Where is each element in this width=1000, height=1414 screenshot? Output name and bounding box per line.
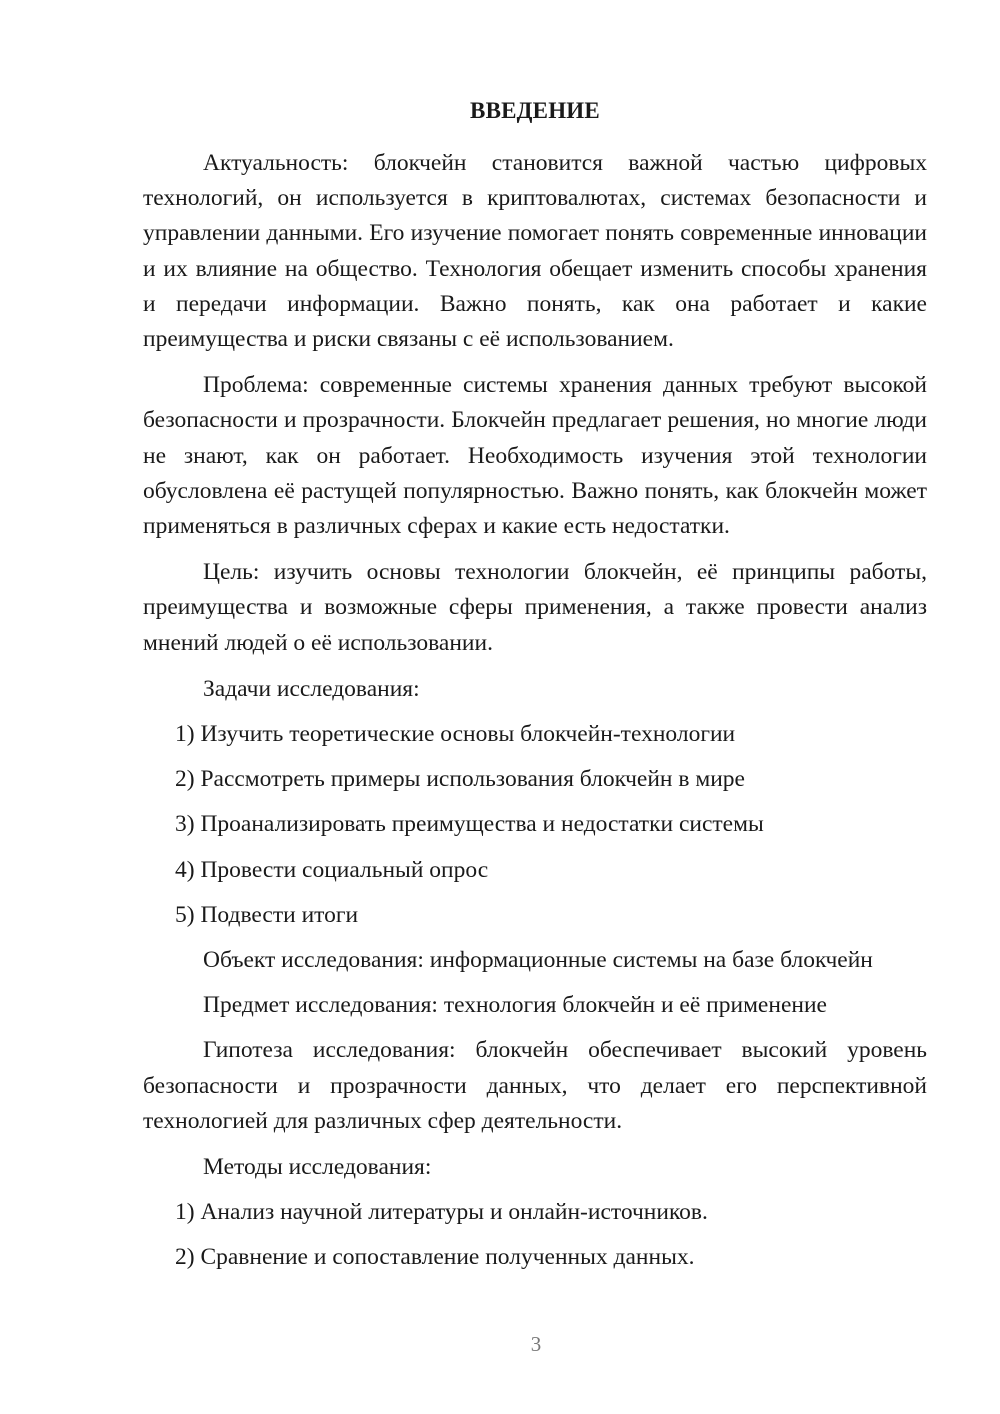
task-item: 4) Провести социальный опрос [175, 856, 489, 883]
task-item: 3) Проанализировать преимущества и недостатки системы [175, 811, 764, 838]
method-item: 2) Сравнение и сопоставление полученных данных. [175, 1244, 695, 1271]
relevance-paragraph: Актуальность: блокчейн становится важной частью цифровых технологий, он используется в криптовалютах, системах безопасности и управлении данными. Его изучение помогает понять современные инновации и их влияние на общество. Технология обещает изменить способы хранения и передачи информации. Важно понять, как она работает и какие преимущества и риски связаны с её использованием. [143, 150, 927, 353]
methods-heading: Методы исследования: [203, 1154, 432, 1181]
goal-paragraph: Цель: изучить основы технологии блокчейн, её принципы работы, преимущества и возможные сферы применения, а также провести анализ мнений людей о её использовании. [143, 559, 927, 656]
task-item: 1) Изучить теоретические основы блокчейн-технологии [175, 721, 736, 748]
task-item: 5) Подвести итоги [175, 901, 359, 928]
object-line: Объект исследования: информационные системы на базе блокчейн [203, 947, 873, 974]
subject-line: Предмет исследования: технология блокчейн и её применение [203, 992, 827, 1019]
tasks-heading: Задачи исследования: [203, 675, 420, 702]
section-heading: ВВЕДЕНИЕ [470, 98, 600, 123]
method-item: 1) Анализ научной литературы и онлайн-источников. [175, 1199, 708, 1226]
hypothesis-paragraph: Гипотеза исследования: блокчейн обеспечивает высокий уровень безопасности и прозрачности данных, что делает его перспективной технологией для различных сфер деятельности. [143, 1037, 927, 1134]
problem-paragraph: Проблема: современные системы хранения данных требуют высокой безопасности и прозрачности. Блокчейн предлагает решения, но многие люди не знают, как он работает. Необходимость изучения этой технологии обусловлена её растущей популярностью. Важно понять, как блокчейн может применяться в различных сферах и какие есть недостатки. [143, 372, 927, 540]
page-content [143, 92, 927, 1286]
page-number: 3 [530, 1332, 542, 1356]
task-item: 2) Рассмотреть примеры использования блокчейн в мире [175, 766, 745, 793]
